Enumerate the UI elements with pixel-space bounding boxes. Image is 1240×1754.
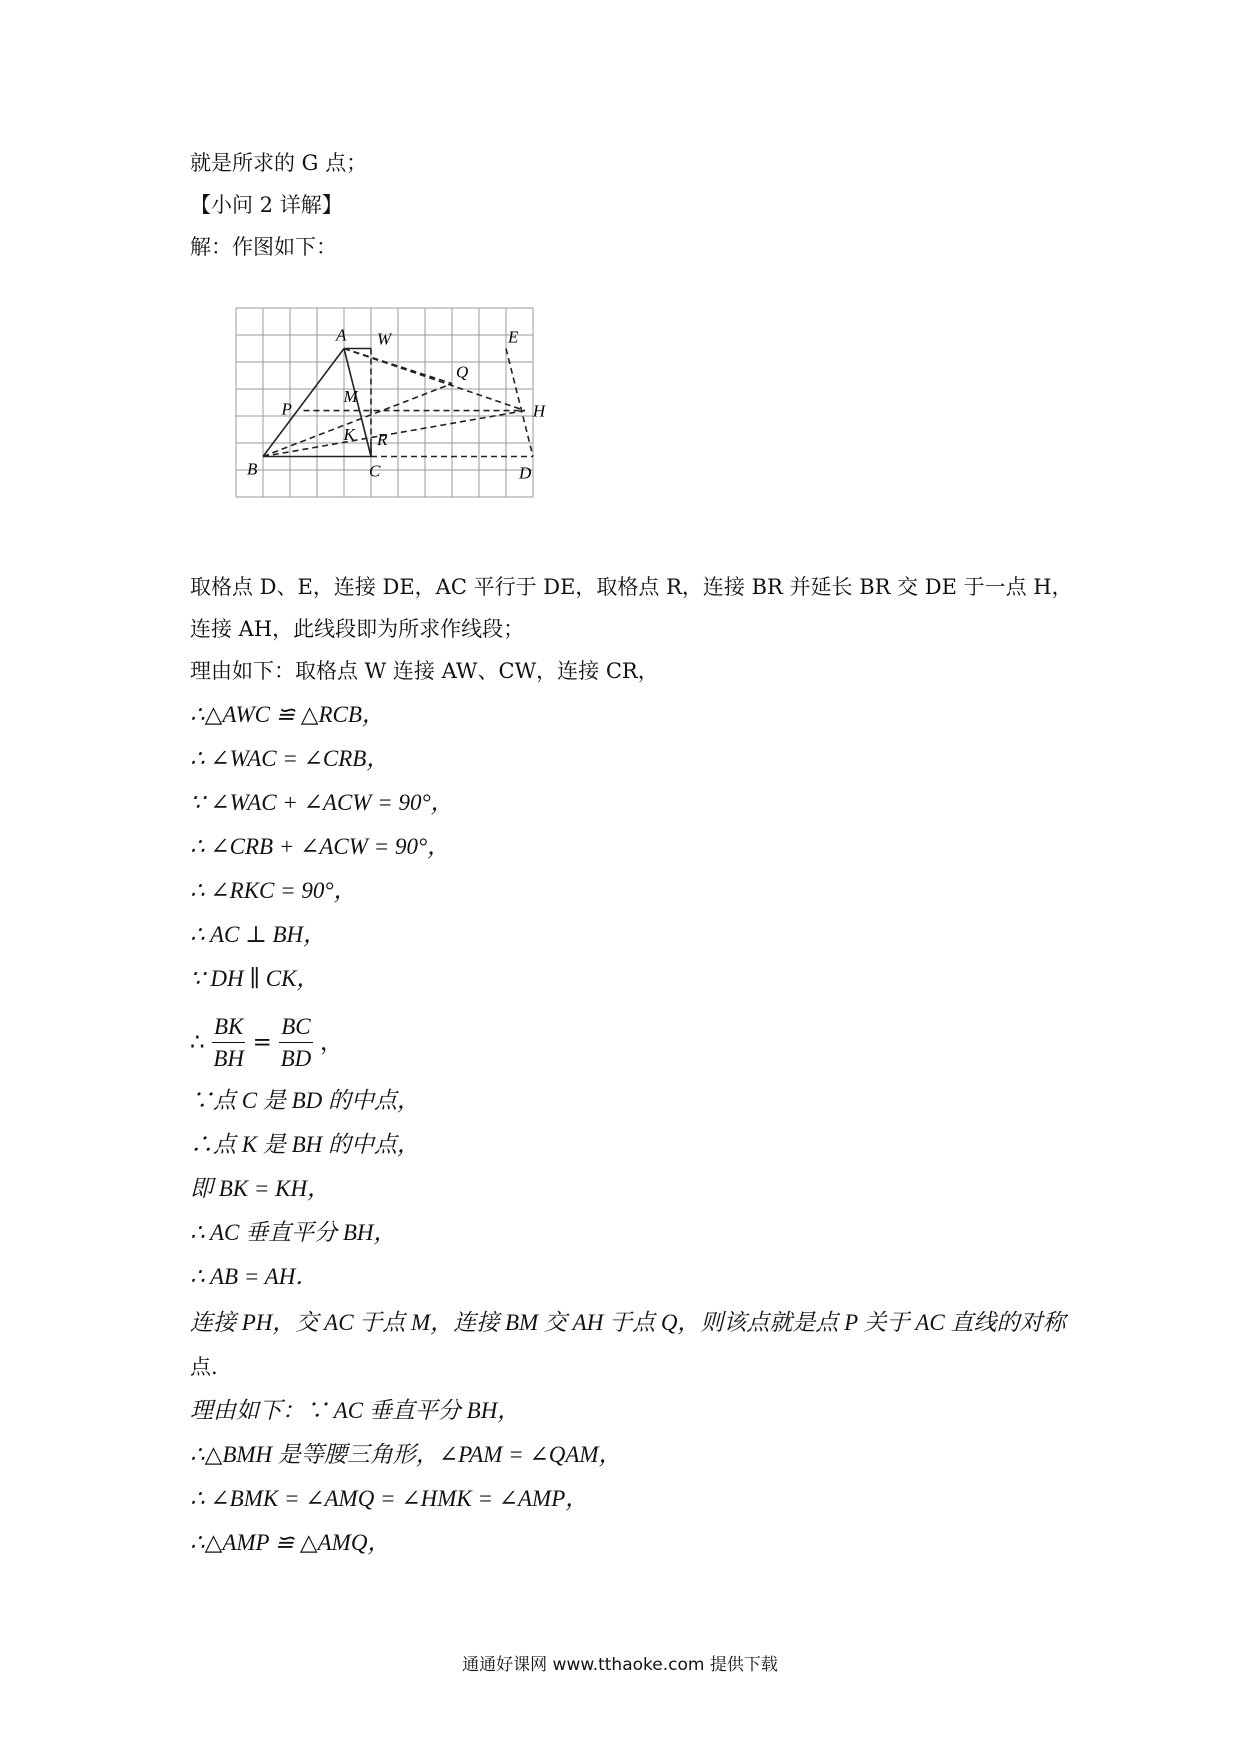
line-16: 即 BK = KH， — [190, 1176, 331, 1201]
line-21: 理由如下：∵ AC 垂直平分 BH， — [190, 1398, 521, 1423]
line-20: 点. — [190, 1355, 218, 1379]
footer-credit: 通通好课网 www.tthaoke.com 提供下载 — [462, 1655, 778, 1675]
line-19: 连接 PH，交 AC 于点 M，连接 BM 交 AH 于点 Q，则该点就是点 P 关于 AC 直线的对称 — [190, 1310, 1066, 1335]
line-12: ∴ AC ⊥ BH， — [190, 922, 327, 947]
line-10: ∴ ∠CRB + ∠ACW = 90°， — [190, 834, 451, 859]
point-label-B: B — [247, 459, 258, 479]
segment-BH — [263, 411, 525, 457]
section-heading: 【小问 2 详解】 — [190, 193, 343, 217]
line-7: ∴△AWC ≌ △RCB， — [190, 702, 385, 727]
line-1: 就是所求的 G 点； — [190, 151, 368, 175]
line-13: ∵ DH ∥ CK， — [190, 966, 320, 991]
therefore-symbol: ∴ — [190, 1029, 205, 1056]
fraction-left-numerator: BK — [212, 1012, 245, 1043]
point-label-M: M — [343, 386, 358, 406]
point-label-K: K — [343, 425, 355, 445]
point-label-A: A — [336, 325, 347, 345]
point-label-P: P — [281, 399, 292, 419]
point-label-W: W — [377, 329, 392, 349]
point-label-D: D — [519, 463, 532, 483]
point-label-R: R — [377, 430, 388, 449]
fraction-left — [212, 1012, 245, 1075]
line-3: 解：作图如下： — [190, 235, 337, 259]
line-6: 理由如下：取格点 W 连接 AW、CW，连接 CR， — [190, 659, 659, 683]
point-label-H: H — [532, 401, 546, 421]
line-23: ∴ ∠BMK = ∠AMQ = ∠HMK = ∠AMP， — [190, 1486, 589, 1511]
fraction-left-denominator: BH — [213, 1046, 244, 1071]
line-8: ∴ ∠WAC = ∠CRB， — [190, 746, 390, 771]
fraction-equation: ∴ $\frac{BK}{BH}$ = $\frac{BC}{BD}$ ， — [190, 1012, 343, 1075]
segment-ED — [506, 349, 533, 457]
line-17: ∴ AC 垂直平分 BH， — [190, 1220, 397, 1245]
point-label-Q: Q — [456, 362, 469, 382]
line-14: ∵点 C 是 BD 的中点， — [190, 1088, 420, 1113]
point-label-E: E — [508, 327, 519, 347]
fraction-suffix: ， — [319, 1029, 343, 1056]
geometry-diagram — [230, 300, 590, 540]
line-4: 取格点 D、E，连接 DE，AC 平行于 DE，取格点 R，连接 BR 并延长 BR 交 DE 于一点 H， — [190, 575, 1073, 599]
line-15: ∴点 K 是 BH 的中点， — [190, 1132, 420, 1157]
point-label-C: C — [369, 461, 381, 481]
fraction-right — [279, 1012, 312, 1075]
line-9: ∵ ∠WAC + ∠ACW = 90°， — [190, 790, 454, 815]
line-24: ∴△AMP ≌ △AMQ， — [190, 1530, 391, 1555]
fraction-right-denominator: BD — [280, 1046, 312, 1071]
line-22: ∴△BMH 是等腰三角形，∠PAM = ∠QAM， — [190, 1442, 622, 1467]
line-11: ∴ ∠RKC = 90°， — [190, 878, 357, 903]
line-18: ∴ AB = AH． — [190, 1264, 319, 1289]
line-5: 连接 AH，此线段即为所求作线段； — [190, 617, 525, 641]
fraction-right-numerator: BC — [279, 1012, 312, 1043]
